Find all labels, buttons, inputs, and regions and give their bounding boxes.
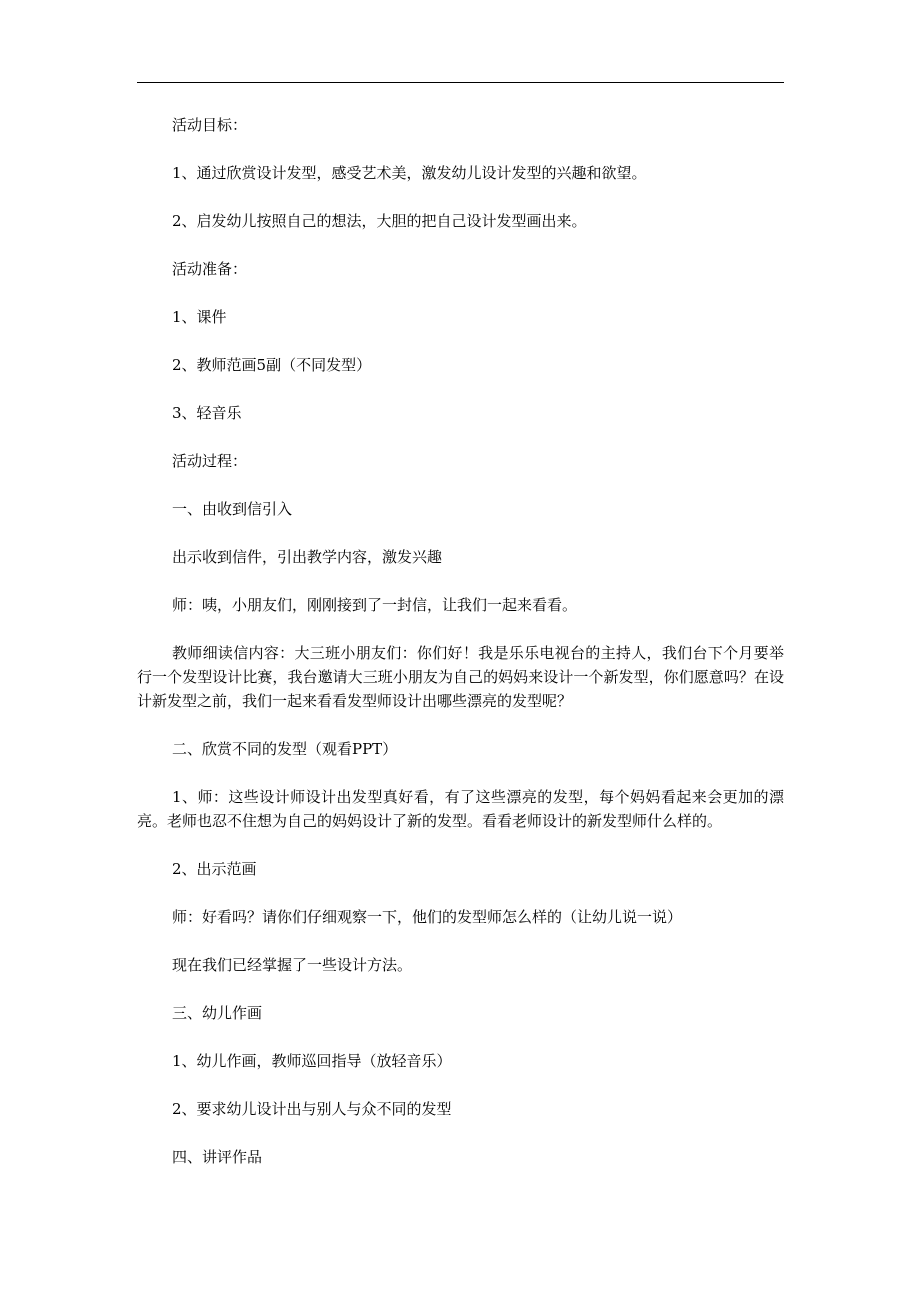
- letter-content: 教师细读信内容：大三班小朋友们：你们好！我是乐乐电视台的主持人，我们台下个月要举行一个发型设计比赛，我台邀请大三班小朋友为自己的妈妈来设计一个新发型，你们愿意吗？在设计新发型之前，我们一起来看看发型师设计出哪些漂亮的发型呢？: [137, 644, 784, 710]
- preparation-item-3: 3、轻音乐: [172, 404, 242, 422]
- process-step-2-item-1: 1、师：这些设计师设计出发型真好看，有了这些漂亮的发型，每个妈妈看起来会更加的漂亮。老师也忍不住想为自己的妈妈设计了新的发型。看看老师设计的新发型师什么样的。: [137, 788, 784, 830]
- goal-item-1: 1、通过欣赏设计发型，感受艺术美，激发幼儿设计发型的兴趣和欲望。: [172, 164, 647, 182]
- preparation-item-1: 1、课件: [172, 308, 227, 326]
- goal-item-2: 2、启发幼儿按照自己的想法，大胆的把自己设计发型画出来。: [172, 212, 587, 230]
- heading-activity-preparation: 活动准备：: [172, 260, 248, 278]
- teacher-line-2: 师：好看吗？请你们仔细观察一下，他们的发型师怎么样的（让幼儿说一说）: [172, 908, 683, 926]
- heading-activity-process: 活动过程：: [172, 452, 248, 470]
- heading-activity-goals: 活动目标：: [172, 116, 248, 134]
- process-step-3-item-2: 2、要求幼儿设计出与别人与众不同的发型: [172, 1100, 452, 1118]
- header-rule: [137, 82, 784, 83]
- process-step-1-text: 出示收到信件，引出教学内容，激发兴趣: [172, 548, 443, 566]
- process-step-2-title: 二、欣赏不同的发型（观看PPT）: [172, 740, 398, 758]
- process-step-4-title: 四、讲评作品: [172, 1148, 263, 1166]
- method-summary: 现在我们已经掌握了一些设计方法。: [172, 956, 413, 974]
- process-step-1-title: 一、由收到信引入: [172, 500, 293, 518]
- preparation-item-2: 2、教师范画5副（不同发型）: [172, 356, 372, 374]
- process-step-2-item-2: 2、出示范画: [172, 860, 257, 878]
- teacher-line-1: 师：咦，小朋友们，刚刚接到了一封信，让我们一起来看看。: [172, 596, 578, 614]
- process-step-3-title: 三、幼儿作画: [172, 1004, 263, 1022]
- process-step-3-item-1: 1、幼儿作画，教师巡回指导（放轻音乐）: [172, 1052, 452, 1070]
